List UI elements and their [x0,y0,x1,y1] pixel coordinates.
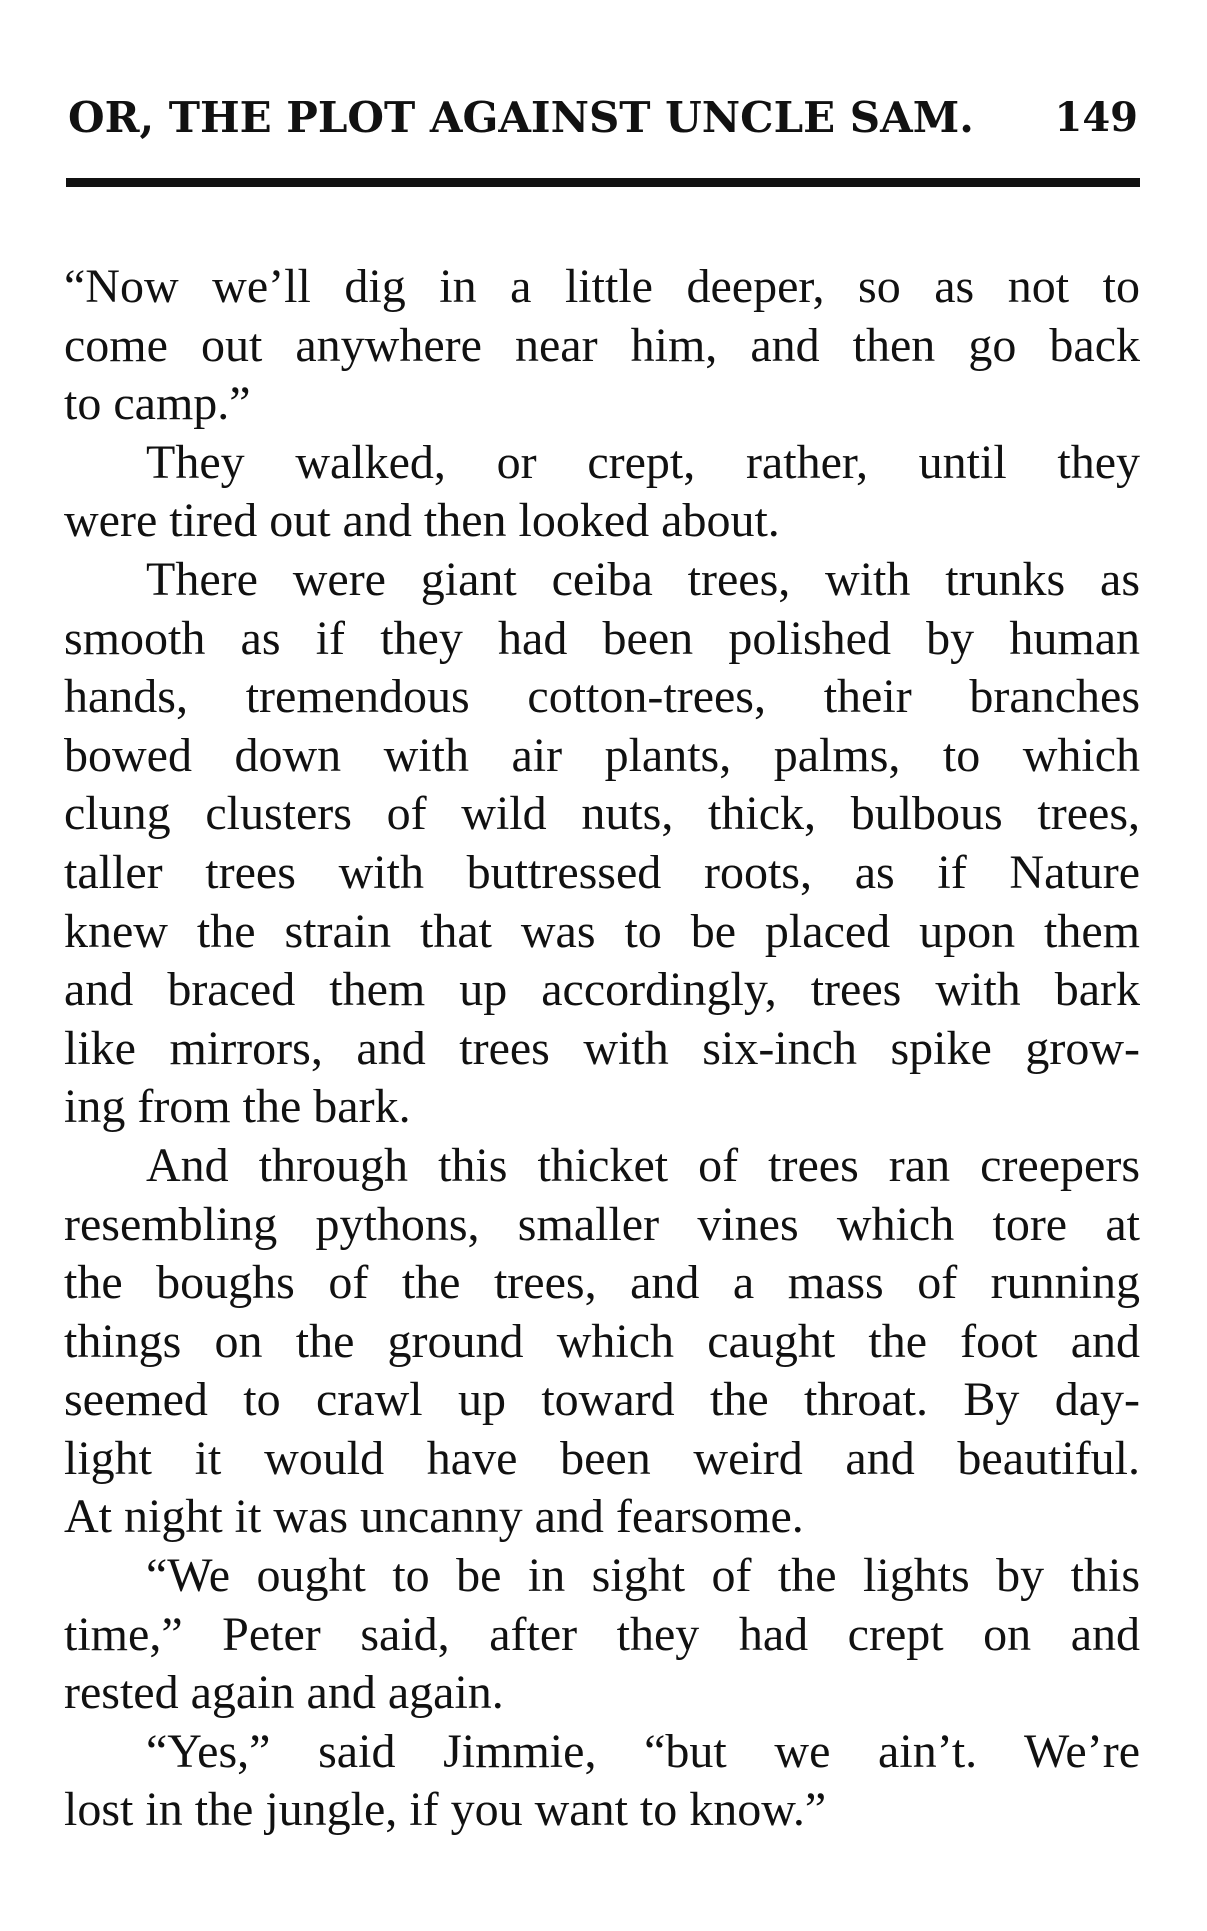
running-header [68,88,1138,148]
running-title: OR, THE PLOT AGAINST UNCLE SAM. [68,93,974,142]
text-line: “Yes,” said Jimmie, “but we ain’t. We’re [146,1724,1140,1778]
text-line: ing from the bark. [64,1080,411,1134]
text-line: lost in the jungle, if you want to know.” [64,1783,827,1837]
page-number: 149 [1054,94,1138,141]
text-line: smooth as if they had been polished by human [64,611,1140,665]
text-line: And through this thicket of trees ran creepers [146,1138,1140,1192]
body-text [64,258,1140,1840]
text-line: the boughs of the trees, and a mass of running [64,1256,1140,1310]
text-line: time,” Peter said, after they had crept on and [64,1607,1140,1661]
text-line: They walked, or crept, rather, until they [146,435,1140,489]
text-line: knew the strain that was to be placed upon them [64,904,1140,958]
text-line: to camp.” [64,377,251,431]
text-line: bowed down with air plants, palms, to which [64,728,1140,782]
text-line: rested again and again. [64,1666,504,1720]
text-line: There were giant ceiba trees, with trunks as [146,552,1140,606]
text-line: clung clusters of wild nuts, thick, bulbous trees, [64,787,1140,841]
text-line: “Now we’ll dig in a little deeper, so as not to [64,260,1140,313]
text-line: hands, tremendous cotton-trees, their branches [64,670,1140,724]
text-line: were tired out and then looked about. [64,494,780,548]
text-line: resembling pythons, smaller vines which tore at [64,1197,1140,1251]
text-line: like mirrors, and trees with six-inch spike grow- [64,1021,1140,1075]
text-line: light it would have been weird and beautiful. [64,1431,1140,1485]
text-line: At night it was uncanny and fearsome. [64,1490,804,1544]
text-line: come out anywhere near him, and then go back [64,318,1140,372]
text-line: seemed to crawl up toward the throat. By day- [64,1373,1140,1427]
header-rule [66,178,1140,187]
text-line: and braced them up accordingly, trees with bark [64,963,1140,1017]
text-line: things on the ground which caught the foot and [64,1314,1140,1368]
text-line: taller trees with buttressed roots, as if Nature [64,845,1140,899]
text-line: “We ought to be in sight of the lights by this [146,1549,1140,1603]
